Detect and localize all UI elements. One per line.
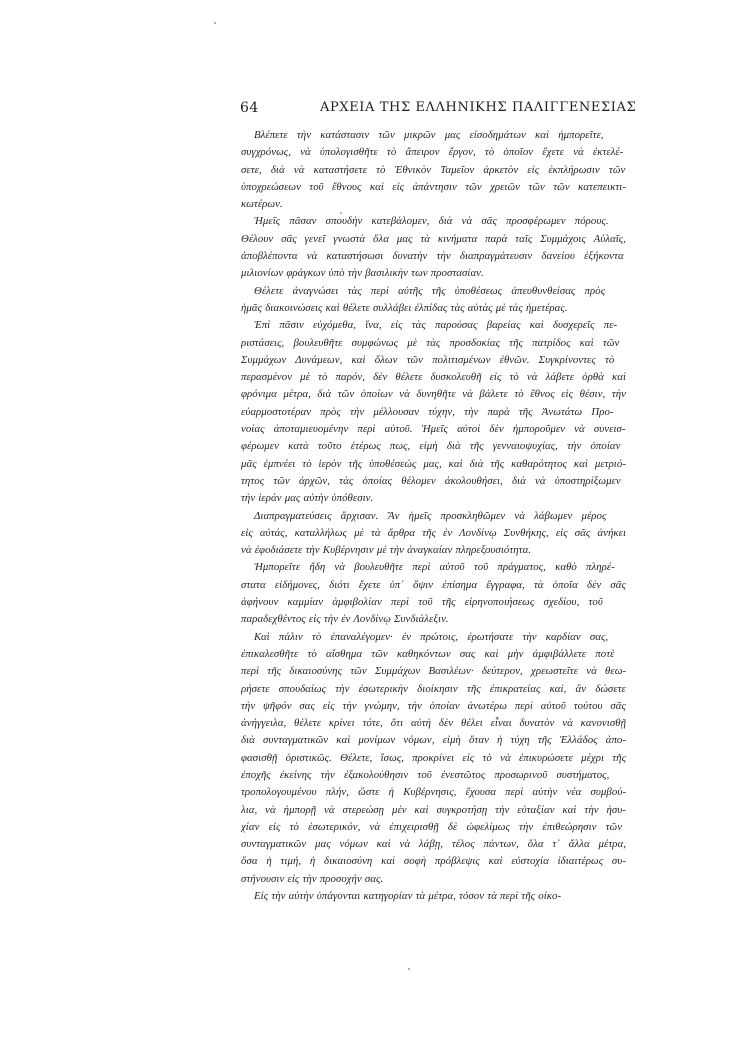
text-line: τητος τῶν ἀρχῶν, τὰς ὁποίας θέλομεν ἀκολουθήσει, διὰ νὰ ὑποστηρίξωμεν: [241, 474, 621, 487]
text-line: ὑποχρεώσεων τοῦ ἔθνους καὶ εἰς ἀπάντησιν τῶν χρειῶν τῶν τῶν κατεπεικτι-: [241, 180, 626, 193]
running-header: [240, 100, 637, 120]
text-line: κωτέρων.: [241, 198, 283, 211]
text-line: Θέλουν σᾶς γενεῖ γνωστὰ ὅλα μας τὰ κινήματα παρὰ ταῖς Συμμάχοις Αὐλαῖς,: [241, 232, 626, 245]
text-line: λια, νὰ ἠμπορῇ νὰ στερεώσῃ μὲν καὶ συγκροτήσῃ τὴν εὐταξίαν καὶ τὴν ἡσυ-: [241, 803, 626, 816]
text-line: τροπολογουμένου πλήν, ὥστε ἡ Κυβέρνησις, ἔχουσα περὶ αὐτὴν νέα συμβού-: [241, 786, 626, 799]
text-line: ὅσα ἡ τιμή, ἡ δικαιοσύνη καὶ σοφὴ πρόβλεψις καὶ εὐστοχία ἰδιαιτέρως συ-: [241, 855, 626, 868]
text-line: ρήσετε σπουδαίως τὴν ἐσωτερικὴν διοίκησιν τῆς ἐπικρατείας καί, ἂν δώσετε: [241, 682, 626, 695]
text-line: περασμένον μὲ τὸ παρόν, δὲν θέλετε δυσκολευθῆ εἰς τὸ νὰ λάβετε ὀρθὰ καὶ: [241, 371, 626, 384]
running-title: ΑΡΧΕΙΑ ΤΗΣ ΕΛΛΗΝΙΚΗΣ ΠΑΛΙΓΓΕΝΕΣΙΑΣ: [320, 100, 637, 115]
text-line: συνταγματικῶν μας νόμων καὶ νὰ λάβῃ, τέλος πάντων, ὅλα τ᾿ ἄλλα μέτρα,: [241, 838, 626, 851]
page-number: 64: [240, 100, 259, 116]
text-line: στήνουσιν εἰς τὴν προσοχήν σας.: [241, 872, 384, 885]
text-line: Συμμάχων Δυνάμεων, καὶ ὅλων τῶν πολιτισμένων ἐθνῶν. Συγκρίνοντες τὸ: [241, 353, 615, 366]
text-line: ἐποχῆς ἐκείνης τὴν ἐξακολούθησιν τοῦ ἐνεστῶτος προσωρινοῦ συστήματος,: [241, 768, 610, 781]
text-line: διὰ συνταγματικῶν καὶ μονίμων νόμων, εἰμὴ ὅταν ἡ τύχη τῆς Ἑλλάδος ἀπο-: [241, 734, 626, 747]
text-line: Θέλετε ἀναγνώσει τὰς περὶ αὐτῆς τῆς ὑποθέσεως ἀπευθυνθείσας πρὸς: [254, 284, 606, 297]
text-line: εὐαρμοστοτέραν πρὸς τὴν μέλλουσαν τύχην, τὴν παρὰ τῆς Ἀνωτάτω Προ-: [241, 405, 614, 418]
text-line: ἀποβλέποντα νὰ καταστήσωσι δυνατὴν τὴν διαπραγμάτευσιν δανείου ἑξήκοντα: [241, 250, 624, 263]
text-line: ριστάσεις, βουλευθῆτε συμφώνως μὲ τὰς προσδοκίας τῆς πατρίδος καὶ τῶν: [241, 336, 620, 349]
scan-speck: [340, 212, 342, 214]
text-line: στατα εἰδήμονες, διότι ἔχετε ὑπ᾿ ὄψιν ἐπίσημα ἔγγραφα, τὰ ὁποῖα δὲν σᾶς: [241, 578, 626, 591]
text-line: ἡμᾶς διακοινώσεις καὶ θέλετε συλλάβει ἐλπίδας τὰς αὐτὰς μὲ τὰς ἡμετέρας.: [241, 301, 568, 314]
scan-speck: [214, 22, 216, 24]
text-line: ἀνήγγειλα, θέλετε κρίνει τότε, ὅτι αὐτὴ δὲν θέλει εἶναι δυνατὸν νὰ κανονισθῇ: [241, 717, 626, 730]
text-line: νὰ ἐφοδιάσετε τὴν Κυβέρνησιν μὲ τὴν ἀναγκαίαν πληρεξουσιότητα.: [241, 544, 532, 557]
text-line: εἰς αὐτάς, καταλλήλως μὲ τὰ ἄρθρα τῆς ἐν Λονδίνῳ Συνθήκης, εἰς σᾶς ἀνήκει: [241, 526, 626, 539]
text-line: φέρωμεν κατὰ τοῦτο ἑτέρως πως, εἰμὴ διὰ τῆς γενναιοψυχίας, τὴν ὁποίαν: [241, 440, 621, 453]
text-line: τὴν ψῆφόν σας εἰς τὴν γνώμην, τὴν ὁποίαν ἀνωτέρω περὶ αὐτοῦ τούτου σᾶς: [241, 699, 626, 712]
text-line: περὶ τῆς δικαιοσύνης τῶν Συμμάχων Βασιλέων· δεύτερον, χρεωστεῖτε νὰ θεω-: [241, 665, 626, 678]
text-line: ἐπικαλεσθῆτε τὸ αἴσθημα τῶν καθηκόντων σας καὶ μὴν ἀμφιβάλλετε ποτὲ: [241, 647, 615, 660]
text-line: Εἰς τὴν αὐτὴν ὑπάγονται κατηγορίαν τὰ μέτρα, τόσον τὰ περὶ τῆς οἰκο-: [254, 890, 562, 903]
text-line: μιλιονίων φράγκων ὑπὸ τὴν βασιλικὴν των προστασίαν.: [241, 267, 484, 280]
body-text: [241, 127, 626, 905]
text-line: φασισθῇ ὁριστικῶς. Θέλετε, ἴσως, προκρίνει εἰς τὸ νὰ ἐπικυρώσετε μέχρι τῆς: [241, 751, 626, 764]
text-line: νοίας ἀποταμιευομένην περὶ αὐτοῦ. Ἡμεῖς αὐτοὶ δὲν ἠμποροῦμεν νὰ συνεισ-: [241, 423, 626, 436]
scan-speck: [408, 968, 410, 970]
text-line: ἀφήνουν καμμίαν ἀμφιβολίαν περὶ τοῦ τῆς εἰρηνοποιήσεως σχεδίου, τοῦ: [241, 596, 603, 609]
text-line: παραδεχθέντος εἰς τὴν ἐν Λονδίνῳ Συνδιάλεξιν.: [241, 613, 449, 626]
text-line: φρόνιμα μέτρα, διὰ τῶν ὁποίων νὰ δυνηθῆτε νὰ βάλετε τὸ ἔθνος εἰς θέσιν, τὴν: [241, 388, 626, 401]
text-line: συγχρόνως, νὰ ὑπολογισθῆτε τὸ ἄπειρον ἔργον, τὸ ὁποῖον ἔχετε νὰ ἐκτελέ-: [241, 146, 624, 159]
text-line: Διαπραγματεύσεις ἄρχισαν. Ἂν ἡμεῖς προσκληθῶμεν νὰ λάβωμεν μέρος: [254, 509, 607, 522]
text-line: Ἡμεῖς πᾶσαν σπουδὴν κατεβάλομεν, διὰ νὰ σᾶς προσφέρωμεν πόρους.: [254, 215, 609, 228]
text-line: τὴν ἱεράν μας αὐτὴν ὑπόθεσιν.: [241, 492, 374, 505]
text-line: χίαν εἰς τὸ ἐσωτερικόν, νὰ ἐπιχειρισθῇ δὲ ὠφελίμως τὴν ἐπιθεώρησιν τῶν: [241, 820, 623, 833]
text-line: μᾶς ἐμπνέει τὸ ἱερὸν τῆς ὑποθέσεώς μας, καὶ διὰ τῆς καθαρότητος καὶ μετριό-: [241, 457, 626, 470]
text-line: Ἐπὶ πᾶσιν εὐχόμεθα, ἵνα, εἰς τὰς παρούσας βαρείας καὶ δυσχερεῖς πε-: [254, 319, 618, 332]
text-line: Ἠμπορεῖτε ἤδη νὰ βουλευθῆτε περὶ αὐτοῦ τοῦ πράγματος, καθὸ πληρέ-: [254, 561, 615, 574]
text-line: Βλέπετε τὴν κατάστασιν τῶν μικρῶν μας εἰσοδημάτων καὶ ἠμπορεῖτε,: [254, 129, 604, 141]
text-line: Καὶ πάλιν τὸ ἐπαναλέγομεν· ἐν πρώτοις, ἐρωτήσατε τὴν καρδίαν σας,: [254, 630, 609, 643]
text-line: σετε, διὰ νὰ καταστήσετε τὸ Ἐθνικὸν Ταμεῖον ἀρκετὸν εἰς ἐκπλήρωσιν τῶν: [241, 163, 626, 176]
